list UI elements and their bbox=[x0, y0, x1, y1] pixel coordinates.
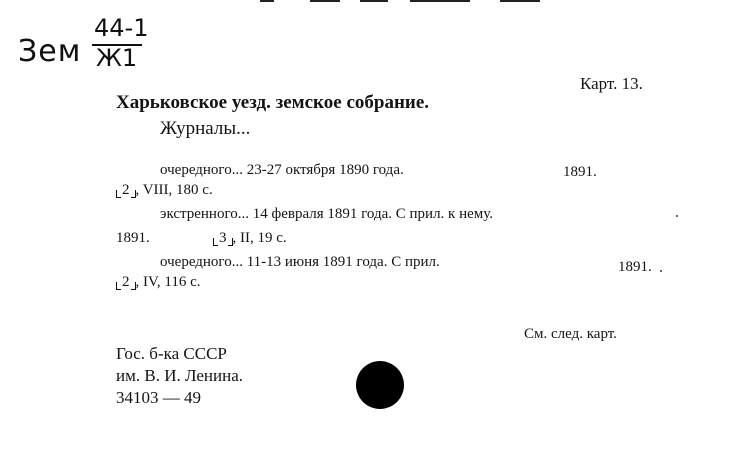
top-edge-mark bbox=[360, 0, 388, 2]
top-edge-mark bbox=[310, 0, 340, 2]
volume-number: 3 bbox=[213, 230, 233, 247]
entry-description: экстренного... 14 февраля 1891 года. С прил. к нему. bbox=[160, 206, 494, 222]
entry-description: очередного... 11-13 июня 1891 года. С прил. bbox=[160, 254, 440, 270]
volume-number: 2 bbox=[116, 182, 136, 199]
entry-description: очередного... 23-27 октября 1890 года. bbox=[160, 162, 404, 178]
entry-year: 1891. bbox=[618, 259, 652, 275]
library-name: Гос. б-ка СССР bbox=[116, 344, 227, 363]
speck bbox=[660, 270, 662, 272]
entry-collation bbox=[213, 230, 287, 247]
card-subtitle: Журналы... bbox=[160, 118, 251, 139]
library-print-number: 34103 — 49 bbox=[116, 388, 201, 407]
top-edge-mark bbox=[500, 0, 540, 2]
see-next-card: См. след. карт. bbox=[524, 326, 617, 342]
entry-year: 1891. bbox=[116, 230, 150, 246]
handwritten-prefix: Зем bbox=[18, 34, 82, 69]
top-edge-mark bbox=[260, 0, 274, 2]
card-title: Харьковское уезд. земское собрание. bbox=[116, 92, 430, 113]
entry-pages: , II, 19 с. bbox=[232, 230, 287, 246]
entry-year: 1891. bbox=[563, 164, 597, 180]
speck bbox=[676, 215, 678, 217]
entry-pages: , VIII, 180 с. bbox=[135, 182, 213, 198]
punch-hole bbox=[356, 361, 404, 409]
entry-collation bbox=[116, 274, 201, 291]
library-dedication: им. В. И. Ленина. bbox=[116, 366, 244, 385]
entry-collation bbox=[116, 182, 213, 199]
card-number: Карт. 13. bbox=[580, 74, 643, 93]
entry-pages: , IV, 116 с. bbox=[135, 274, 201, 290]
volume-number: 2 bbox=[116, 274, 136, 291]
handwritten-denominator: Ж1 bbox=[96, 44, 138, 72]
handwritten-numerator: 44-1 bbox=[94, 14, 149, 42]
top-edge-mark bbox=[410, 0, 470, 2]
